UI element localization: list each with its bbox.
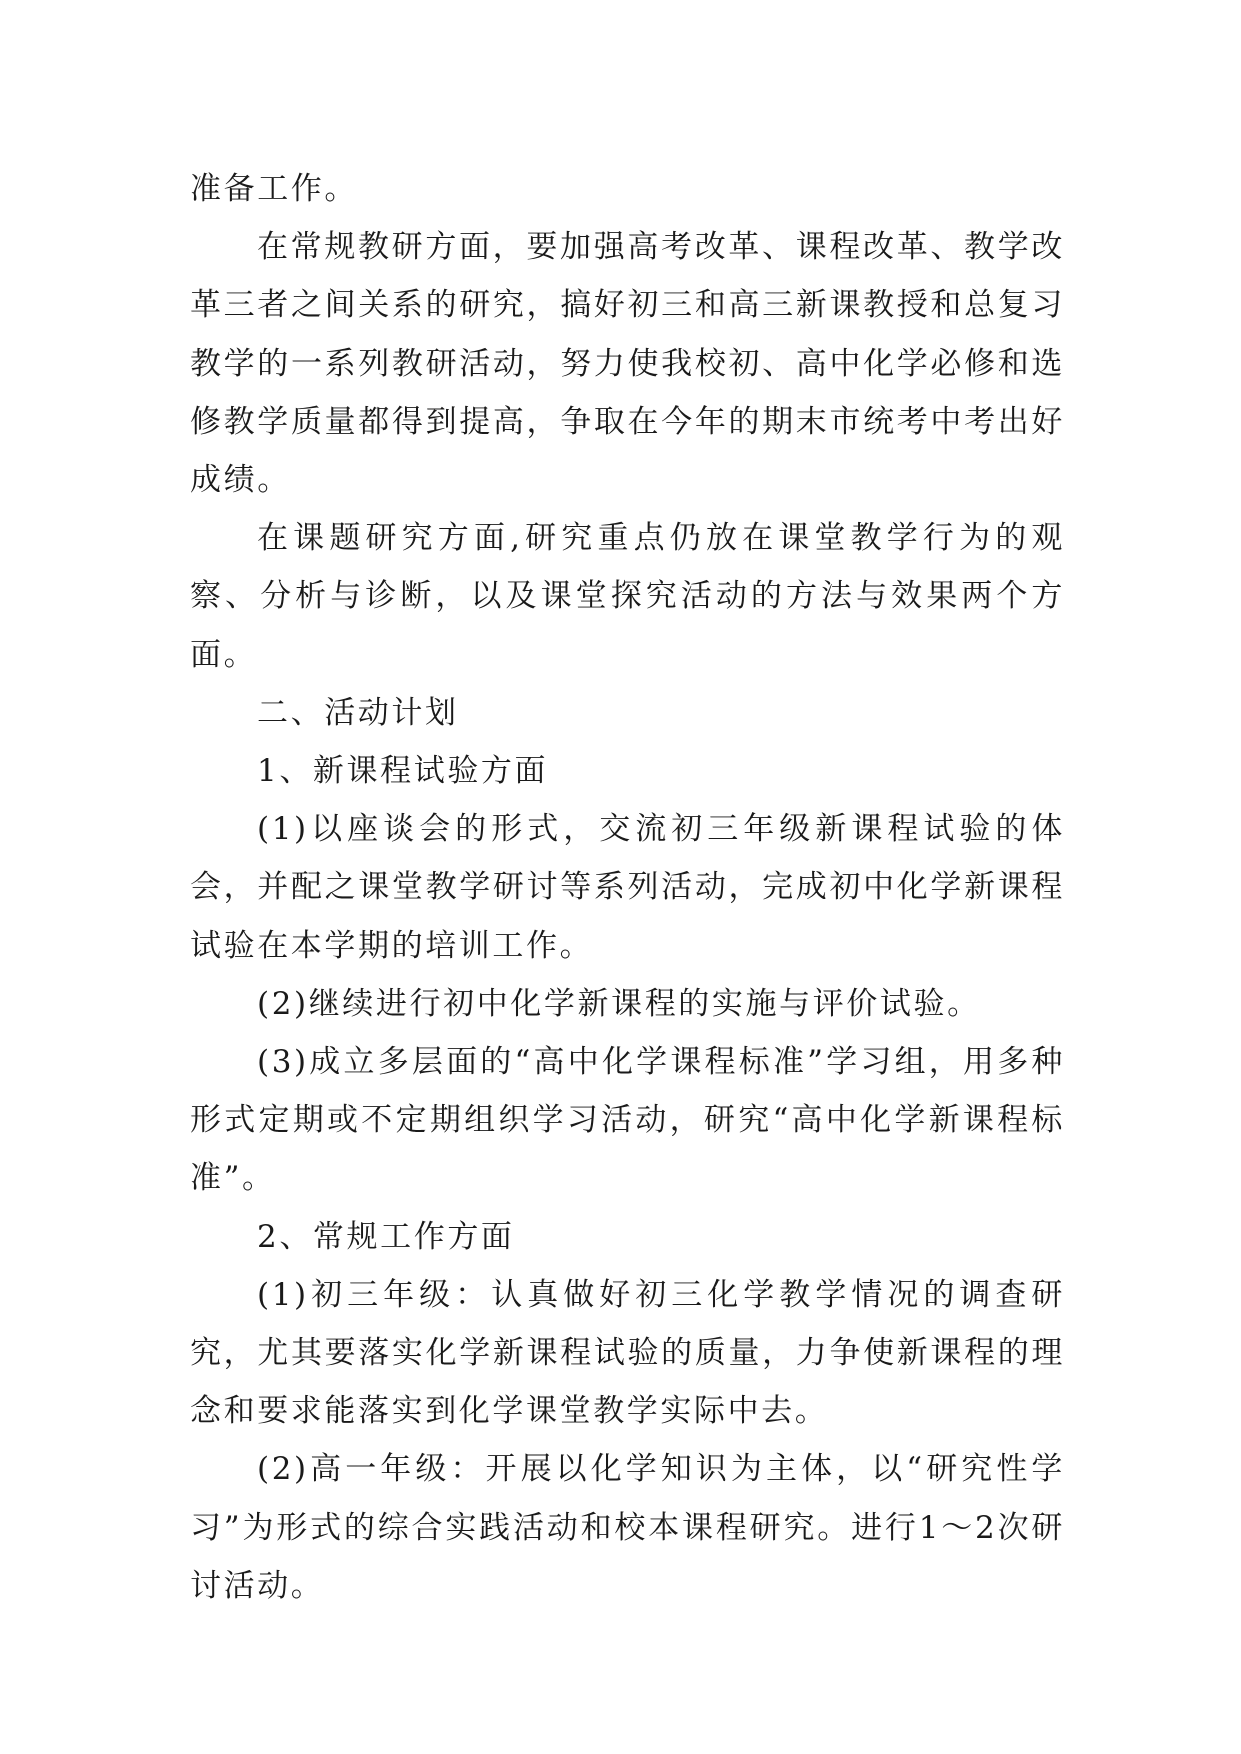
paragraph-3: 在课题研究方面,研究重点仍放在课堂教学行为的观察、分析与诊断，以及课堂探究活动的方法与效果两个方面。 [190,520,1065,673]
paragraph-1: 准备工作。 [190,171,358,207]
paragraph-item-1-1: (1)以座谈会的形式，交流初三年级新课程试验的体会，并配之课堂教学研讨等系列活动，完成初中化学新课程试验在本学期的培训工作。 [190,811,1065,964]
document-body [190,160,1065,1615]
paragraph-item-1-3: (3)成立多层面的“高中化学课程标准”学习组，用多种形式定期或不定期组织学习活动，研究“高中化学新课程标准”。 [190,1044,1065,1197]
paragraph-item-2-1: (1)初三年级：认真做好初三化学教学情况的调查研究，尤其要落实化学新课程试验的质量，力争使新课程的理念和要求能落实到化学课堂教学实际中去。 [190,1276,1065,1430]
paragraph-item-2-2: (2)高一年级：开展以化学知识为主体，以“研究性学习”为形式的综合实践活动和校本课程研究。进行1～2次研讨活动。 [190,1451,1065,1604]
subheading-routine-work: 2、常规工作方面 [257,1218,515,1255]
paragraph-item-1-2: (2)继续进行初中化学新课程的实施与评价试验。 [257,985,981,1022]
subheading-new-curriculum: 1、新课程试验方面 [257,753,549,790]
section-heading-activity-plan: 二、活动计划 [257,694,459,731]
paragraph-2: 在常规教研方面，要加强高考改革、课程改革、教学改革三者之间关系的研究，搞好初三和高三新课教授和总复习教学的一系列教研活动，努力使我校初、高中化学必修和选修教学质量都得到提高，争取在今年的期末市统考中考出好成绩。 [190,229,1065,499]
